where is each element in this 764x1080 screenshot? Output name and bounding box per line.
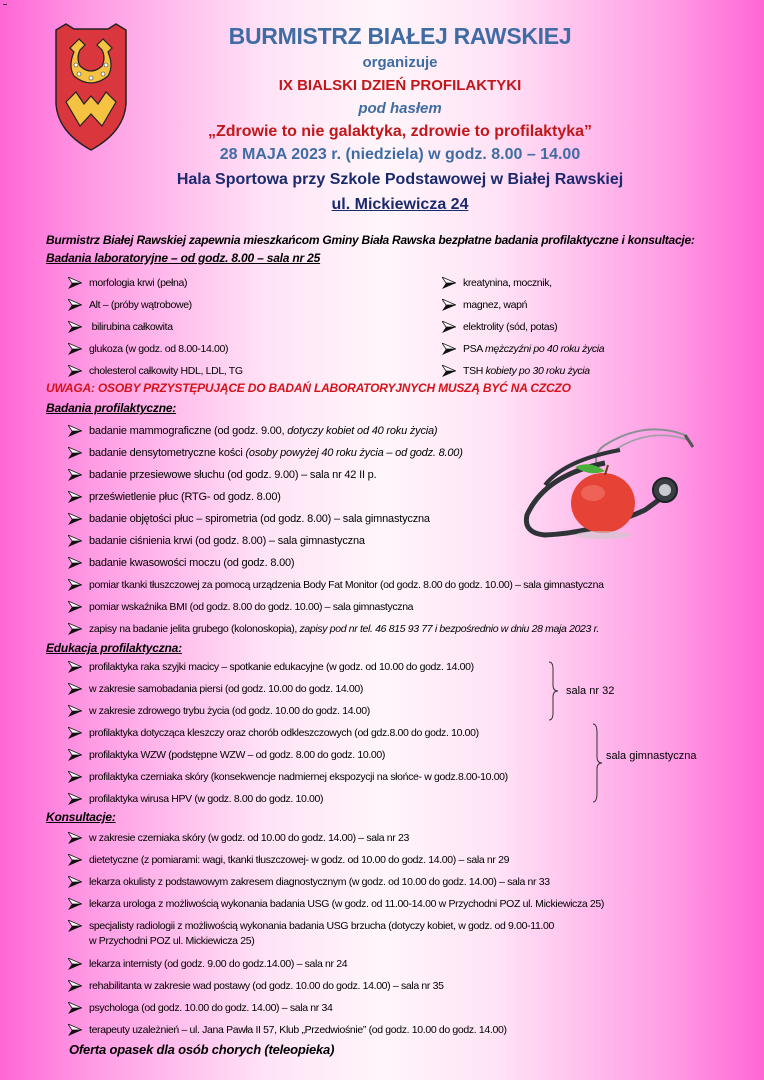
list-item-text: bilirubina całkowita bbox=[89, 321, 173, 333]
list-item bbox=[442, 277, 552, 289]
group-1-room: sala nr 32 bbox=[566, 685, 615, 697]
arrow-bullet-icon bbox=[68, 771, 82, 783]
arrow-bullet-icon bbox=[68, 513, 82, 525]
list-item-text: lekarza okulisty z podstawowym zakresem diagnostycznym (w godz. od 10.00 do godz. 14.00) – sala nr 33 bbox=[89, 876, 550, 888]
intro-text: Burmistrz Białej Rawskiej zapewnia mieszkańcom Gminy Biała Rawska bezpłatne badania profilaktyczne i konsultacje: bbox=[46, 233, 695, 247]
arrow-bullet-icon bbox=[68, 876, 82, 888]
coat-of-arms-icon bbox=[52, 20, 130, 152]
arrow-bullet-icon bbox=[68, 365, 82, 377]
header bbox=[176, 20, 624, 217]
list-item bbox=[68, 705, 370, 717]
brace-group-1 bbox=[548, 661, 560, 721]
list-item-italic: dotyczy kobiet od 40 roku życia) bbox=[287, 425, 438, 437]
education-heading: Edukacja profilaktyczna: bbox=[46, 641, 182, 655]
list-item bbox=[68, 683, 363, 695]
list-item bbox=[68, 535, 365, 547]
list-item-text: kreatynina, mocznik, bbox=[463, 277, 552, 289]
list-item bbox=[68, 365, 243, 377]
list-item bbox=[68, 1002, 332, 1014]
arrow-bullet-icon bbox=[68, 601, 82, 613]
arrow-bullet-icon bbox=[68, 299, 82, 311]
consultations-heading: Konsultacje: bbox=[46, 810, 116, 824]
stray-mark bbox=[3, 4, 7, 5]
list-item bbox=[68, 321, 173, 333]
list-item-text: magnez, wapń bbox=[463, 299, 528, 311]
list-item bbox=[68, 898, 604, 910]
list-item-text: specjalisty radiologii z możliwością wykonania badania USG brzucha (dotyczy kobiet, w godz. od 9.00-11.00 bbox=[89, 920, 554, 932]
arrow-bullet-icon bbox=[68, 1024, 82, 1036]
lab-heading: Badania laboratoryjne – od godz. 8.00 – sala nr 25 bbox=[46, 251, 321, 265]
arrow-bullet-icon bbox=[68, 557, 82, 569]
list-item-text: pomiar wskaźnika BMI (od godz. 8.00 do godz. 10.00) – sala gimnastyczna bbox=[89, 601, 414, 613]
list-item bbox=[68, 557, 294, 569]
list-item-text: badanie densytometryczne kości bbox=[89, 447, 246, 459]
list-item-italic: (osoby powyżej 40 roku życia – od godz. 8.00) bbox=[245, 447, 463, 459]
arrow-bullet-icon bbox=[68, 980, 82, 992]
list-item bbox=[68, 601, 413, 613]
arrow-bullet-icon bbox=[442, 277, 456, 289]
prevention-heading: Badania profilaktyczne: bbox=[46, 401, 177, 415]
arrow-bullet-icon bbox=[68, 425, 82, 437]
list-item bbox=[68, 980, 444, 992]
list-item-italic: zapisy pod nr tel. 46 815 93 77 i bezpośrednio w dniu 28 maja 2023 r. bbox=[299, 623, 599, 635]
group-2-room: sala gimnastyczna bbox=[606, 750, 697, 762]
arrow-bullet-icon bbox=[68, 958, 82, 970]
list-item-text: w zakresie zdrowego trybu życia (od godz. 10.00 do godz. 14.00) bbox=[89, 705, 370, 717]
list-item-text: badanie objętości płuc – spirometria (od godz. 8.00) – sala gimnastyczna bbox=[89, 513, 430, 525]
list-item bbox=[68, 793, 323, 805]
arrow-bullet-icon bbox=[68, 535, 82, 547]
list-item-text: TSH bbox=[463, 365, 486, 377]
list-item-text: glukoza (w godz. od 8.00-14.00) bbox=[89, 343, 229, 355]
list-item-text: w zakresie czerniaka skóry (w godz. od 10.00 do godz. 14.00) – sala nr 23 bbox=[89, 832, 409, 844]
list-item bbox=[68, 277, 187, 289]
arrow-bullet-icon bbox=[442, 321, 456, 333]
teleopieka-offer: Oferta opasek dla osób chorych (teleopieka) bbox=[69, 1042, 335, 1057]
event-date: 28 MAJA 2023 r. (niedziela) w godz. 8.00 – 14.00 bbox=[219, 146, 581, 163]
list-item-text: terapeuty uzależnień – ul. Jana Pawła II 57, Klub „Przedwiośnie” (od godz. 10.00 do godz. 14.00) bbox=[89, 1024, 507, 1036]
slogan: „Zdrowie to nie galaktyka, zdrowie to profilaktyka” bbox=[207, 123, 593, 140]
list-item-text: lekarza urologa z możliwością wykonania badania USG (w godz. od 11.00-14.00 w Przychodni POZ ul. Mickiewicza 25) bbox=[89, 898, 605, 910]
slogan-lead: pod hasłem bbox=[358, 100, 442, 117]
list-item-text: cholesterol całkowity HDL, LDL, TG bbox=[89, 365, 243, 377]
list-item bbox=[442, 321, 557, 333]
list-item bbox=[68, 447, 463, 459]
list-item bbox=[68, 958, 347, 970]
list-item bbox=[68, 469, 376, 481]
list-item-text: profilaktyka dotycząca kleszczy oraz chorób odkleszczowych (od gdz.8.00 do godz. 10.00) bbox=[89, 727, 479, 739]
list-item bbox=[442, 365, 590, 377]
arrow-bullet-icon bbox=[68, 793, 82, 805]
list-item-text: Alt – (próby wątrobowe) bbox=[89, 299, 192, 311]
arrow-bullet-icon bbox=[68, 623, 82, 635]
event-name: IX BIALSKI DZIEŃ PROFILAKTYKI bbox=[278, 77, 522, 94]
arrow-bullet-icon bbox=[68, 469, 82, 481]
arrow-bullet-icon bbox=[68, 898, 82, 910]
stethoscope-apple-icon bbox=[505, 415, 725, 540]
list-item-text: morfologia krwi (pełna) bbox=[89, 277, 188, 289]
list-item-text: rehabilitanta w zakresie wad postawy (od godz. 10.00 do godz. 14.00) – sala nr 35 bbox=[89, 980, 444, 992]
arrow-bullet-icon bbox=[68, 343, 82, 355]
brace-group-2 bbox=[592, 723, 604, 803]
fasting-warning: UWAGA: OSOBY PRZYSTĘPUJĄCE DO BADAŃ LABORATORYJNYCH MUSZĄ BYĆ NA CZCZO bbox=[46, 381, 571, 395]
list-item bbox=[68, 771, 508, 783]
list-item-text: badanie przesiewowe słuchu (od godz. 9.00) – sala nr 42 II p. bbox=[89, 469, 377, 481]
list-item-text: profilaktyka WZW (podstępne WZW – od godz. 8.00 do godz. 10.00) bbox=[89, 749, 386, 761]
list-item-text: badanie kwasowości moczu (od godz. 8.00) bbox=[89, 557, 295, 569]
list-item bbox=[68, 749, 385, 761]
arrow-bullet-icon bbox=[68, 277, 82, 289]
event-street: ul. Mickiewicza 24 bbox=[331, 196, 469, 213]
list-item-continuation: w Przychodni POZ ul. Mickiewicza 25) bbox=[89, 935, 255, 947]
list-item-text: prześwietlenie płuc (RTG- od godz. 8.00) bbox=[89, 491, 281, 503]
arrow-bullet-icon bbox=[68, 727, 82, 739]
list-item-text: badanie mammograficzne (od godz. 9.00, bbox=[89, 425, 288, 437]
list-item bbox=[442, 343, 604, 355]
list-item-text: profilaktyka wirusa HPV (w godz. 8.00 do godz. 10.00) bbox=[89, 793, 324, 805]
organizer-title: BURMISTRZ BIAŁEJ RAWSKIEJ bbox=[228, 23, 572, 49]
arrow-bullet-icon bbox=[68, 579, 82, 591]
list-item-text: lekarza internisty (od godz. 9.00 do godz.14.00) – sala nr 24 bbox=[89, 958, 348, 970]
list-item bbox=[68, 1024, 507, 1036]
list-item bbox=[68, 876, 550, 888]
list-item-text: badanie ciśnienia krwi (od godz. 8.00) – sala gimnastyczna bbox=[89, 535, 365, 547]
list-item bbox=[68, 661, 474, 673]
arrow-bullet-icon bbox=[442, 365, 456, 377]
list-item-text: elektrolity (sód, potas) bbox=[463, 321, 558, 333]
list-item bbox=[68, 920, 554, 932]
list-item bbox=[68, 727, 479, 739]
arrow-bullet-icon bbox=[68, 920, 82, 932]
arrow-bullet-icon bbox=[442, 343, 456, 355]
arrow-bullet-icon bbox=[68, 854, 82, 866]
arrow-bullet-icon bbox=[442, 299, 456, 311]
list-item-text: pomiar tkanki tłuszczowej za pomocą urządzenia Body Fat Monitor (od godz. 8.00 do godz. 10.00) – sala gimnastyczna bbox=[89, 579, 604, 591]
arrow-bullet-icon bbox=[68, 705, 82, 717]
list-item bbox=[68, 832, 409, 844]
list-item bbox=[442, 299, 527, 311]
arrow-bullet-icon bbox=[68, 749, 82, 761]
list-item bbox=[68, 623, 599, 635]
list-item-text: profilaktyka raka szyjki macicy – spotkanie edukacyjne (w godz. od 10.00 do godz. 14.00) bbox=[89, 661, 474, 673]
list-item bbox=[68, 513, 430, 525]
list-item-italic: kobiety po 30 roku życia bbox=[485, 365, 590, 377]
list-item-text: zapisy na badanie jelita grubego (kolonoskopia), bbox=[89, 623, 300, 635]
list-item-text: profilaktyka czerniaka skóry (konsekwencje nadmiernej ekspozycji na słońce- w godz.8.00-10.00) bbox=[89, 771, 508, 783]
arrow-bullet-icon bbox=[68, 683, 82, 695]
list-item-text: dietetyczne (z pomiarami: wagi, tkanki tłuszczowej- w godz. od 10.00 do godz. 14.00) – sala nr 29 bbox=[89, 854, 510, 866]
list-item bbox=[68, 491, 281, 503]
list-item-text: PSA bbox=[463, 343, 485, 355]
event-venue: Hala Sportowa przy Szkole Podstawowej w Białej Rawskiej bbox=[176, 171, 624, 188]
arrow-bullet-icon bbox=[68, 491, 82, 503]
list-item-text: psychologa (od godz. 10.00 do godz. 14.00) – sala nr 34 bbox=[89, 1002, 333, 1014]
arrow-bullet-icon bbox=[68, 832, 82, 844]
list-item-text: w zakresie samobadania piersi (od godz. 10.00 do godz. 14.00) bbox=[89, 683, 363, 695]
list-item bbox=[68, 579, 604, 591]
list-item bbox=[68, 299, 192, 311]
list-item-italic: mężczyźni po 40 roku życia bbox=[484, 343, 605, 355]
arrow-bullet-icon bbox=[68, 321, 82, 333]
arrow-bullet-icon bbox=[68, 447, 82, 459]
arrow-bullet-icon bbox=[68, 661, 82, 673]
arrow-bullet-icon bbox=[68, 1002, 82, 1014]
list-item bbox=[68, 343, 228, 355]
list-item bbox=[68, 854, 509, 866]
organizes-label: organizuje bbox=[362, 54, 438, 71]
list-item bbox=[68, 425, 437, 437]
